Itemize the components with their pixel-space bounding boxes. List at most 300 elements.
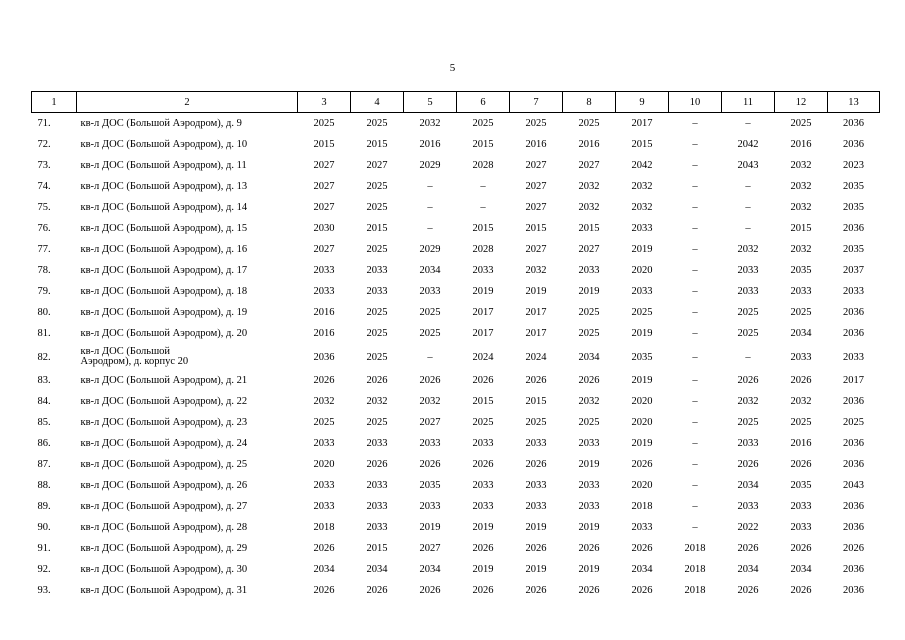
year-cell: 2032 bbox=[631, 202, 653, 213]
column-header-7: 7 bbox=[510, 92, 563, 113]
object-name: кв-л ДОС (Большой Аэродром), д. 15 bbox=[80, 223, 248, 234]
year-cell: – bbox=[692, 118, 698, 129]
table-row bbox=[32, 475, 880, 496]
year-cell: 2035 bbox=[843, 202, 864, 213]
column-header-10: 10 bbox=[669, 92, 722, 113]
object-name: кв-л ДОС (Большой Аэродром), д. 28 bbox=[80, 522, 248, 533]
year-cell: 2019 bbox=[578, 286, 600, 297]
year-cell: 2033 bbox=[366, 480, 388, 491]
year-cell: 2043 bbox=[737, 160, 759, 171]
year-cell: 2036 bbox=[843, 459, 864, 470]
object-name: кв-л ДОС (Большой Аэродром), д. корпус 20 bbox=[80, 346, 189, 367]
object-name: кв-л ДОС (Большой Аэродром), д. 18 bbox=[80, 286, 248, 297]
year-cell: 2032 bbox=[790, 396, 812, 407]
year-cell: 2032 bbox=[313, 396, 335, 407]
year-cell: 2025 bbox=[737, 417, 759, 428]
year-cell: 2019 bbox=[631, 438, 653, 449]
column-header-3: 3 bbox=[298, 92, 351, 113]
year-cell: 2036 bbox=[843, 501, 864, 512]
year-cell: 2032 bbox=[790, 160, 812, 171]
year-cell: 2027 bbox=[578, 244, 600, 255]
year-cell: 2033 bbox=[790, 522, 812, 533]
year-cell: 2015 bbox=[631, 139, 653, 150]
year-cell: 2026 bbox=[525, 459, 547, 470]
year-cell: 2032 bbox=[578, 181, 600, 192]
row-number: 86. bbox=[37, 438, 51, 449]
table-row bbox=[32, 370, 880, 391]
row-number: 79. bbox=[37, 286, 51, 297]
year-cell: 2015 bbox=[366, 223, 388, 234]
year-cell: – bbox=[745, 223, 751, 234]
year-cell: 2033 bbox=[313, 480, 335, 491]
year-cell: 2026 bbox=[737, 375, 759, 386]
year-cell: 2035 bbox=[790, 480, 812, 491]
row-number: 87. bbox=[37, 459, 51, 470]
year-cell: 2033 bbox=[578, 438, 600, 449]
object-name: кв-л ДОС (Большой Аэродром), д. 14 bbox=[80, 202, 248, 213]
row-number: 72. bbox=[37, 139, 51, 150]
year-cell: 2032 bbox=[631, 181, 653, 192]
year-cell: 2025 bbox=[419, 328, 441, 339]
year-cell: 2020 bbox=[631, 265, 653, 276]
object-name: кв-л ДОС (Большой Аэродром), д. 31 bbox=[80, 585, 248, 596]
year-cell: 2025 bbox=[366, 202, 388, 213]
year-cell: 2033 bbox=[472, 480, 494, 491]
column-header-4: 4 bbox=[351, 92, 404, 113]
year-cell: 2033 bbox=[366, 286, 388, 297]
year-cell: 2016 bbox=[578, 139, 600, 150]
year-cell: 2015 bbox=[472, 223, 494, 234]
year-cell: 2026 bbox=[790, 543, 812, 554]
row-number: 83. bbox=[37, 375, 51, 386]
year-cell: 2025 bbox=[578, 307, 600, 318]
year-cell: 2033 bbox=[472, 438, 494, 449]
year-cell: 2016 bbox=[525, 139, 547, 150]
year-cell: 2016 bbox=[313, 328, 335, 339]
year-cell: 2034 bbox=[313, 564, 335, 575]
year-cell: 2027 bbox=[419, 543, 441, 554]
column-header-2: 2 bbox=[77, 92, 298, 113]
year-cell: 2033 bbox=[419, 438, 441, 449]
year-cell: 2033 bbox=[366, 501, 388, 512]
year-cell: 2019 bbox=[472, 522, 494, 533]
year-cell: 2042 bbox=[631, 160, 653, 171]
year-cell: 2018 bbox=[684, 585, 706, 596]
object-name: кв-л ДОС (Большой Аэродром), д. 11 bbox=[80, 160, 247, 171]
year-cell: 2032 bbox=[737, 396, 759, 407]
year-cell: 2035 bbox=[419, 480, 441, 491]
year-cell: 2043 bbox=[843, 480, 864, 491]
year-cell: 2019 bbox=[472, 286, 494, 297]
year-cell: 2025 bbox=[366, 244, 388, 255]
object-name: кв-л ДОС (Большой Аэродром), д. 25 bbox=[80, 459, 248, 470]
year-cell: 2025 bbox=[366, 417, 388, 428]
year-cell: 2025 bbox=[366, 328, 388, 339]
year-cell: 2033 bbox=[737, 438, 759, 449]
table-row bbox=[32, 517, 880, 538]
year-cell: 2032 bbox=[737, 244, 759, 255]
object-name: кв-л ДОС (Большой Аэродром), д. 23 bbox=[80, 417, 248, 428]
year-cell: 2017 bbox=[525, 328, 547, 339]
year-cell: 2033 bbox=[525, 480, 547, 491]
year-cell: 2019 bbox=[578, 522, 600, 533]
year-cell: 2028 bbox=[472, 160, 494, 171]
year-cell: 2027 bbox=[578, 160, 600, 171]
year-cell: – bbox=[692, 265, 698, 276]
year-cell: 2020 bbox=[631, 396, 653, 407]
row-number: 78. bbox=[37, 265, 51, 276]
year-cell: 2033 bbox=[366, 265, 388, 276]
year-cell: 2035 bbox=[631, 351, 653, 363]
table-row bbox=[32, 538, 880, 559]
year-cell: 2016 bbox=[313, 307, 335, 318]
year-cell: 2025 bbox=[419, 307, 441, 318]
year-cell: – bbox=[427, 202, 433, 213]
year-cell: 2017 bbox=[631, 118, 653, 129]
object-name: кв-л ДОС (Большой Аэродром), д. 19 bbox=[80, 307, 248, 318]
year-cell: 2026 bbox=[737, 585, 759, 596]
year-cell: 2015 bbox=[313, 139, 335, 150]
year-cell: 2033 bbox=[631, 286, 653, 297]
year-cell: 2026 bbox=[790, 585, 812, 596]
year-cell: 2036 bbox=[843, 328, 864, 339]
year-cell: 2016 bbox=[419, 139, 441, 150]
table-row bbox=[32, 155, 880, 176]
year-cell: 2015 bbox=[472, 396, 494, 407]
year-cell: 2027 bbox=[525, 160, 547, 171]
year-cell: 2026 bbox=[472, 543, 494, 554]
row-number: 93. bbox=[37, 585, 51, 596]
year-cell: 2025 bbox=[843, 417, 864, 428]
year-cell: 2026 bbox=[472, 375, 494, 386]
table-row bbox=[32, 218, 880, 239]
year-cell: – bbox=[427, 223, 433, 234]
year-cell: 2033 bbox=[790, 501, 812, 512]
year-cell: 2032 bbox=[578, 396, 600, 407]
page-number: 5 bbox=[449, 62, 456, 74]
year-cell: – bbox=[692, 522, 698, 533]
year-cell: 2019 bbox=[525, 564, 547, 575]
year-cell: 2026 bbox=[472, 585, 494, 596]
year-cell: 2034 bbox=[737, 564, 759, 575]
year-cell: 2018 bbox=[313, 522, 335, 533]
column-header-13: 13 bbox=[828, 92, 880, 113]
year-cell: 2033 bbox=[790, 286, 812, 297]
table-row bbox=[32, 323, 880, 344]
year-cell: – bbox=[692, 351, 698, 363]
table-row bbox=[32, 134, 880, 155]
row-number: 75. bbox=[37, 202, 51, 213]
year-cell: 2035 bbox=[843, 244, 864, 255]
object-name: кв-л ДОС (Большой Аэродром), д. 9 bbox=[80, 118, 242, 129]
object-name: кв-л ДОС (Большой Аэродром), д. 17 bbox=[80, 265, 248, 276]
year-cell: – bbox=[692, 307, 698, 318]
year-cell: 2024 bbox=[472, 351, 494, 363]
row-number: 90. bbox=[37, 522, 51, 533]
year-cell: 2035 bbox=[790, 265, 812, 276]
object-name: кв-л ДОС (Большой Аэродром), д. 16 bbox=[80, 244, 248, 255]
year-cell: – bbox=[692, 244, 698, 255]
year-cell: 2033 bbox=[631, 223, 653, 234]
table-row bbox=[32, 454, 880, 475]
year-cell: 2034 bbox=[366, 564, 388, 575]
year-cell: 2026 bbox=[578, 543, 600, 554]
year-cell: 2027 bbox=[366, 160, 388, 171]
object-name: кв-л ДОС (Большой Аэродром), д. 21 bbox=[80, 375, 248, 386]
year-cell: – bbox=[692, 438, 698, 449]
year-cell: 2017 bbox=[472, 328, 494, 339]
year-cell: 2032 bbox=[366, 396, 388, 407]
year-cell: 2036 bbox=[843, 585, 864, 596]
year-cell: 2015 bbox=[366, 139, 388, 150]
year-cell: 2036 bbox=[843, 139, 864, 150]
year-cell: 2025 bbox=[631, 307, 653, 318]
year-cell: 2024 bbox=[525, 351, 547, 363]
object-name: кв-л ДОС (Большой Аэродром), д. 20 bbox=[80, 328, 248, 339]
year-cell: 2036 bbox=[843, 564, 864, 575]
header-row bbox=[32, 92, 880, 113]
year-cell: 2037 bbox=[843, 265, 864, 276]
year-cell: 2026 bbox=[366, 375, 388, 386]
year-cell: 2032 bbox=[790, 181, 812, 192]
year-cell: – bbox=[692, 202, 698, 213]
year-cell: 2033 bbox=[313, 265, 335, 276]
table-row bbox=[32, 391, 880, 412]
year-cell: – bbox=[745, 202, 751, 213]
year-cell: 2033 bbox=[843, 286, 864, 297]
year-cell: 2022 bbox=[737, 522, 759, 533]
year-cell: 2019 bbox=[525, 286, 547, 297]
year-cell: 2033 bbox=[631, 522, 653, 533]
year-cell: 2026 bbox=[366, 459, 388, 470]
year-cell: 2020 bbox=[631, 417, 653, 428]
year-cell: 2027 bbox=[525, 181, 547, 192]
year-cell: 2026 bbox=[790, 459, 812, 470]
year-cell: – bbox=[745, 118, 751, 129]
year-cell: 2036 bbox=[843, 522, 864, 533]
year-cell: – bbox=[692, 286, 698, 297]
year-cell: 2033 bbox=[790, 351, 812, 363]
year-cell: 2027 bbox=[313, 244, 335, 255]
table-row bbox=[32, 260, 880, 281]
year-cell: 2027 bbox=[525, 244, 547, 255]
year-cell: 2019 bbox=[631, 328, 653, 339]
year-cell: 2026 bbox=[790, 375, 812, 386]
column-header-6: 6 bbox=[457, 92, 510, 113]
row-number: 77. bbox=[37, 244, 51, 255]
year-cell: 2020 bbox=[631, 480, 653, 491]
year-cell: 2026 bbox=[366, 585, 388, 596]
row-number: 80. bbox=[37, 307, 51, 318]
year-cell: – bbox=[480, 181, 486, 192]
year-cell: 2026 bbox=[472, 459, 494, 470]
year-cell: 2027 bbox=[525, 202, 547, 213]
column-header-1: 1 bbox=[32, 92, 77, 113]
row-number: 71. bbox=[37, 118, 51, 129]
year-cell: 2025 bbox=[366, 351, 388, 363]
table-row bbox=[32, 580, 880, 601]
row-number: 82. bbox=[37, 351, 51, 363]
year-cell: 2026 bbox=[631, 543, 653, 554]
year-cell: 2033 bbox=[313, 286, 335, 297]
year-cell: 2033 bbox=[313, 501, 335, 512]
year-cell: – bbox=[692, 375, 698, 386]
year-cell: 2015 bbox=[525, 223, 547, 234]
year-cell: 2026 bbox=[313, 543, 335, 554]
year-cell: 2036 bbox=[843, 223, 864, 234]
year-cell: 2033 bbox=[472, 265, 494, 276]
year-cell: 2034 bbox=[790, 564, 812, 575]
object-name: кв-л ДОС (Большой Аэродром), д. 30 bbox=[80, 564, 248, 575]
year-cell: 2032 bbox=[419, 118, 441, 129]
year-cell: 2026 bbox=[737, 459, 759, 470]
year-cell: 2033 bbox=[366, 522, 388, 533]
year-cell: 2035 bbox=[843, 181, 864, 192]
year-cell: 2027 bbox=[419, 417, 441, 428]
year-cell: – bbox=[692, 181, 698, 192]
table-row bbox=[32, 496, 880, 517]
table-row bbox=[32, 412, 880, 433]
row-number: 88. bbox=[37, 480, 51, 491]
year-cell: 2033 bbox=[737, 286, 759, 297]
year-cell: 2019 bbox=[525, 522, 547, 533]
year-cell: 2025 bbox=[313, 417, 335, 428]
year-cell: 2036 bbox=[313, 351, 335, 363]
year-cell: 2026 bbox=[631, 459, 653, 470]
year-cell: – bbox=[745, 181, 751, 192]
year-cell: – bbox=[692, 328, 698, 339]
table-row bbox=[32, 559, 880, 580]
column-header-9: 9 bbox=[616, 92, 669, 113]
row-number: 74. bbox=[37, 181, 51, 192]
year-cell: 2015 bbox=[472, 139, 494, 150]
year-cell: 2019 bbox=[578, 459, 600, 470]
year-cell: 2032 bbox=[419, 396, 441, 407]
year-cell: 2032 bbox=[790, 202, 812, 213]
year-cell: 2025 bbox=[313, 118, 335, 129]
row-number: 92. bbox=[37, 564, 51, 575]
year-cell: – bbox=[692, 480, 698, 491]
object-name: кв-л ДОС (Большой Аэродром), д. 27 bbox=[80, 501, 248, 512]
year-cell: 2033 bbox=[525, 501, 547, 512]
year-cell: 2033 bbox=[525, 438, 547, 449]
year-cell: 2034 bbox=[578, 351, 600, 363]
year-cell: 2019 bbox=[472, 564, 494, 575]
year-cell: 2033 bbox=[737, 265, 759, 276]
year-cell: 2018 bbox=[684, 564, 706, 575]
year-cell: 2026 bbox=[737, 543, 759, 554]
year-cell: 2026 bbox=[631, 585, 653, 596]
year-cell: 2026 bbox=[578, 585, 600, 596]
year-cell: 2027 bbox=[313, 181, 335, 192]
object-name: кв-л ДОС (Большой Аэродром), д. 10 bbox=[80, 139, 248, 150]
year-cell: 2034 bbox=[419, 265, 441, 276]
year-cell: 2028 bbox=[472, 244, 494, 255]
year-cell: 2025 bbox=[472, 417, 494, 428]
year-cell: 2033 bbox=[313, 438, 335, 449]
year-cell: 2026 bbox=[419, 585, 441, 596]
row-number: 85. bbox=[37, 417, 51, 428]
year-cell: 2033 bbox=[578, 480, 600, 491]
year-cell: 2026 bbox=[313, 375, 335, 386]
year-cell: 2025 bbox=[366, 181, 388, 192]
year-cell: – bbox=[692, 160, 698, 171]
year-cell: 2026 bbox=[313, 585, 335, 596]
year-cell: 2033 bbox=[472, 501, 494, 512]
year-cell: 2015 bbox=[790, 223, 812, 234]
table-row bbox=[32, 113, 880, 135]
year-cell: 2019 bbox=[631, 375, 653, 386]
year-cell: 2036 bbox=[843, 307, 864, 318]
year-cell: 2032 bbox=[790, 244, 812, 255]
year-cell: 2030 bbox=[313, 223, 335, 234]
year-cell: 2025 bbox=[737, 328, 759, 339]
year-cell: 2026 bbox=[419, 375, 441, 386]
object-name: кв-л ДОС (Большой Аэродром), д. 24 bbox=[80, 438, 248, 449]
year-cell: 2019 bbox=[631, 244, 653, 255]
year-cell: 2017 bbox=[843, 375, 864, 386]
year-cell: 2026 bbox=[525, 543, 547, 554]
year-cell: – bbox=[480, 202, 486, 213]
year-cell: 2026 bbox=[843, 543, 864, 554]
year-cell: 2034 bbox=[737, 480, 759, 491]
year-cell: 2025 bbox=[578, 328, 600, 339]
year-cell: 2032 bbox=[578, 202, 600, 213]
table-row bbox=[32, 302, 880, 323]
table-row bbox=[32, 176, 880, 197]
year-cell: 2025 bbox=[790, 118, 812, 129]
year-cell: – bbox=[427, 181, 433, 192]
year-cell: 2020 bbox=[313, 459, 335, 470]
object-name: кв-л ДОС (Большой Аэродром), д. 22 bbox=[80, 396, 248, 407]
year-cell: 2025 bbox=[366, 118, 388, 129]
year-cell: 2026 bbox=[419, 459, 441, 470]
year-cell: 2036 bbox=[843, 118, 864, 129]
year-cell: 2034 bbox=[631, 564, 653, 575]
year-cell: 2025 bbox=[472, 118, 494, 129]
object-name: кв-л ДОС (Большой Аэродром), д. 13 bbox=[80, 181, 248, 192]
row-number: 91. bbox=[37, 543, 51, 554]
year-cell: – bbox=[745, 351, 751, 363]
table-row bbox=[32, 344, 880, 370]
column-header-12: 12 bbox=[775, 92, 828, 113]
year-cell: 2025 bbox=[790, 417, 812, 428]
year-cell: 2036 bbox=[843, 396, 864, 407]
year-cell: 2025 bbox=[525, 417, 547, 428]
table-row bbox=[32, 281, 880, 302]
year-cell: – bbox=[692, 396, 698, 407]
year-cell: 2034 bbox=[419, 564, 441, 575]
year-cell: 2019 bbox=[419, 522, 441, 533]
row-number: 76. bbox=[37, 223, 51, 234]
year-cell: 2033 bbox=[578, 501, 600, 512]
row-number: 81. bbox=[37, 328, 51, 339]
year-cell: 2036 bbox=[843, 438, 864, 449]
year-cell: 2033 bbox=[366, 438, 388, 449]
year-cell: 2023 bbox=[843, 160, 864, 171]
table-body bbox=[32, 113, 880, 602]
year-cell: 2025 bbox=[737, 307, 759, 318]
year-cell: 2016 bbox=[790, 438, 812, 449]
table-row bbox=[32, 433, 880, 454]
year-cell: – bbox=[692, 139, 698, 150]
column-header-5: 5 bbox=[404, 92, 457, 113]
year-cell: 2016 bbox=[790, 139, 812, 150]
year-cell: 2026 bbox=[578, 375, 600, 386]
year-cell: 2029 bbox=[419, 160, 441, 171]
year-cell: 2033 bbox=[843, 351, 864, 363]
row-number: 73. bbox=[37, 160, 51, 171]
